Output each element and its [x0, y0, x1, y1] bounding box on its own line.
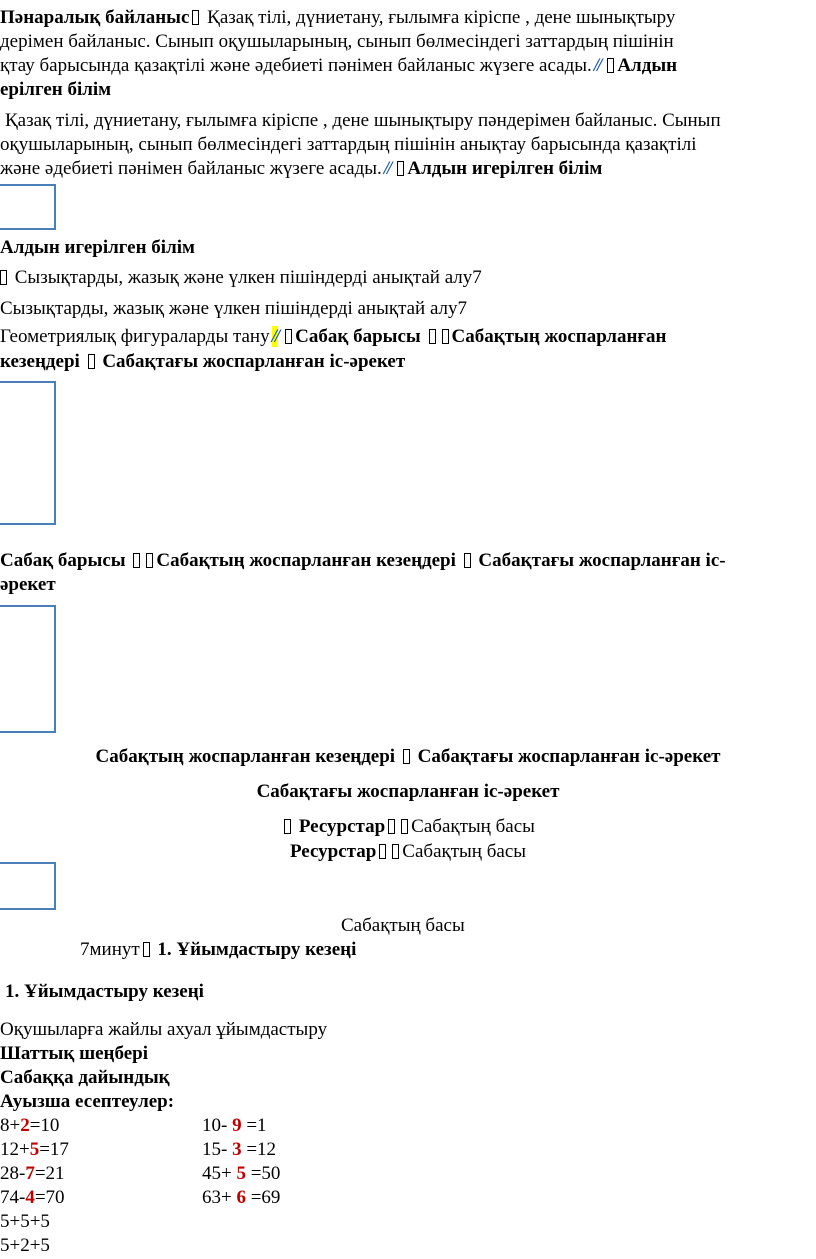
eq-answer: 2	[20, 1115, 30, 1136]
centered-stages-line	[0, 745, 816, 769]
eq-answer: 5	[29, 1139, 40, 1160]
prior-knowledge-item-2: Сызықтарды, жазық және үлкен пішіндерді анықтай алу7	[0, 298, 468, 319]
eq-pre: 45+	[202, 1163, 237, 1184]
prior-knowledge-label: Алдын	[617, 55, 678, 76]
integration-line-2: дерімен байланыс. Сынып оқушыларының, сынып бөлмесіндегі заттардың пішінін	[0, 31, 674, 52]
planned-activity-cont: әрекет	[0, 574, 56, 595]
symbol-glyph	[284, 819, 291, 834]
circle-title: Шаттық шеңбері	[0, 1043, 149, 1064]
symbol-glyph	[143, 942, 150, 957]
eq-post: =70	[34, 1187, 65, 1208]
eq-answer: 9	[232, 1115, 242, 1136]
lesson-progress-label-2: Сабақ барысы	[0, 550, 126, 571]
symbol-glyph	[146, 553, 153, 568]
geometry-text: Геометриялық фигураларды тану	[0, 326, 270, 347]
equation-right-2	[202, 1138, 276, 1162]
integration-text: Қазақ тілі, дүниетану, ғылымға кіріспе , дене шынықтыру	[207, 7, 676, 28]
planned-activity-label-2: Сабақтағы жоспарланған іс-	[478, 550, 726, 571]
equation-right-3	[202, 1162, 280, 1186]
oral-calc-title: Ауызша есептеулер:	[0, 1091, 175, 1112]
integration-line-1	[0, 6, 675, 30]
eq-answer: 4	[25, 1187, 35, 1208]
eq-answer: 3	[232, 1139, 242, 1160]
slash-mark: //	[383, 158, 391, 179]
extra-expression-1: 5+5+5	[0, 1211, 50, 1232]
symbol-glyph	[379, 844, 386, 859]
blue-frame-box-mid	[0, 605, 56, 733]
symbol-glyph	[397, 161, 404, 176]
lesson-start-text: Сабақтың басы	[341, 915, 465, 936]
stage-title: 1. Ұйымдастыру кезеңі	[157, 939, 357, 960]
symbol-glyph	[388, 819, 395, 834]
symbol-glyph	[429, 329, 436, 344]
prior-knowledge-label-cont: ерілген білім	[0, 79, 112, 100]
eq-post: =69	[245, 1187, 281, 1208]
symbol-glyph	[133, 553, 140, 568]
prep-title: Сабаққа дайындық	[0, 1067, 170, 1088]
stage-title-repeat: 1. Ұйымдастыру кезеңі	[5, 981, 204, 1002]
eq-pre: 28-	[0, 1163, 26, 1184]
eq-pre: 63+	[202, 1187, 237, 1208]
integration2-line-3-text: және әдебиеті пәнімен байланыс жүзеге асады.	[0, 158, 382, 179]
lesson-progress-line	[0, 549, 726, 573]
equation-right-4	[202, 1186, 280, 1210]
eq-answer: 6	[236, 1187, 246, 1208]
eq-pre: 10-	[202, 1115, 233, 1136]
extra-expression-2: 5+2+5	[0, 1235, 50, 1256]
symbol-glyph	[392, 844, 399, 859]
planned-stages-label: Сабақтың жоспарланған	[451, 326, 667, 347]
integration2-line-2: оқушыларының, сынып бөлмесіндегі заттардың пішінін анықтау барысында қазақтілі	[0, 134, 697, 155]
symbol-glyph	[403, 749, 410, 764]
integration-heading: Пәнаралық байланыс	[0, 7, 190, 28]
stage-line	[80, 938, 356, 962]
prior-knowledge-heading: Алдын игерілген білім	[0, 237, 195, 258]
equation-left-2	[0, 1138, 69, 1162]
symbol-glyph	[607, 58, 614, 73]
slash-mark-highlighted: //	[271, 326, 279, 347]
resources-label-2: Ресурстар	[289, 841, 377, 862]
org-text: Оқушыларға жайлы ахуал ұйымдастыру	[0, 1019, 328, 1040]
integration-line-3-text: қтау барысында қазақтілі және әдебиеті пәнімен байланыс жүзеге асады.	[0, 55, 592, 76]
integration2-line-1: Қазақ тілі, дүниетану, ғылымға кіріспе , дене шынықтыру пәндерімен байланыс. Сынып	[5, 110, 721, 131]
blue-frame-box-tall	[0, 381, 56, 525]
lesson-start-label-2: Сабақтың басы	[402, 841, 527, 862]
equation-left-3	[0, 1162, 65, 1186]
centered-activity-line: Сабақтағы жоспарланған іс-әрекет	[256, 781, 560, 802]
equation-left-1	[0, 1114, 59, 1138]
lesson-start-label: Сабақтың басы	[411, 816, 535, 837]
eq-post: =12	[241, 1139, 277, 1160]
symbol-glyph	[285, 329, 292, 344]
stages-label: кезеңдері	[0, 351, 80, 372]
planned-stages-label-2: Сабақтың жоспарланған кезеңдері	[156, 550, 456, 571]
equation-left-4	[0, 1186, 65, 1210]
prior-knowledge-label-2: Алдын игерілген білім	[407, 158, 603, 179]
equation-right-1	[202, 1114, 267, 1138]
resources-line-2	[0, 840, 816, 864]
eq-pre: 8+	[0, 1115, 21, 1136]
symbol-glyph	[88, 354, 95, 369]
eq-pre: 15-	[202, 1139, 233, 1160]
eq-answer: 5	[236, 1163, 246, 1184]
eq-answer: 7	[25, 1163, 35, 1184]
resources-label: Ресурстар	[298, 816, 386, 837]
blue-frame-box	[0, 184, 56, 230]
planned-activity-label: Сабақтағы жоспарланған іс-әрекет	[102, 351, 406, 372]
eq-post: =1	[241, 1115, 267, 1136]
eq-pre: 74-	[0, 1187, 26, 1208]
integration-line-3	[0, 54, 677, 78]
prior-knowledge-item-1-text: Сызықтарды, жазық және үлкен пішіндерді анықтай алу7	[14, 267, 482, 288]
blue-frame-box-small	[0, 862, 56, 910]
integration2-line-3	[0, 157, 602, 181]
symbol-glyph	[0, 270, 7, 285]
eq-post: =10	[29, 1115, 60, 1136]
slash-mark: //	[593, 55, 601, 76]
prior-knowledge-item-1	[0, 266, 482, 290]
prior-knowledge-item-3	[0, 325, 667, 349]
eq-post: =17	[39, 1139, 69, 1160]
planned-stages-line	[0, 350, 405, 374]
symbol-glyph	[464, 553, 471, 568]
lesson-progress-label: Сабақ барысы	[295, 326, 421, 347]
eq-post: =21	[34, 1163, 65, 1184]
resources-line-1	[0, 815, 816, 839]
symbol-glyph	[401, 819, 408, 834]
eq-post: =50	[245, 1163, 281, 1184]
planned-stages-label-3: Сабақтың жоспарланған кезеңдері	[95, 746, 396, 767]
eq-pre: 12+	[0, 1139, 30, 1160]
duration-text: 7минут	[80, 939, 140, 960]
planned-activity-label-3: Сабақтағы жоспарланған іс-әрекет	[417, 746, 721, 767]
symbol-glyph	[192, 10, 199, 25]
symbol-glyph	[442, 329, 449, 344]
